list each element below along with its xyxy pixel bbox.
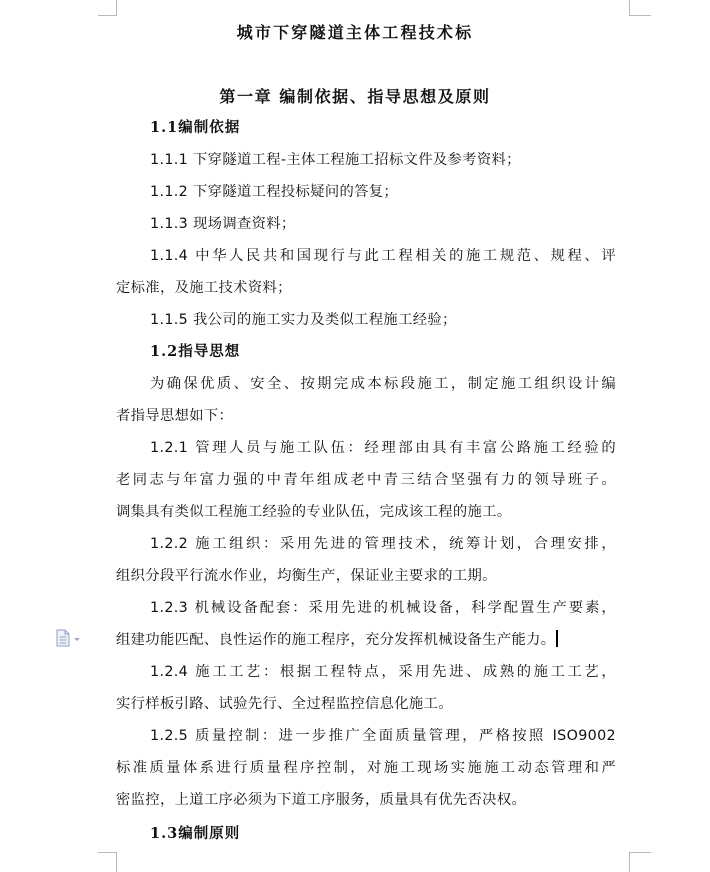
text-line: 组织分段平行流水作业，均衡生产，保证业主要求的工期。 <box>116 568 497 584</box>
chapter-heading: 第一章 编制依据、指导思想及原则 <box>219 87 491 106</box>
text-line: 定标准，及施工技术资料； <box>116 280 292 296</box>
section-heading: 1.2指导思想 <box>150 343 241 360</box>
text-line: 1.1.4 中华人民共和国现行与此工程相关的施工规范、规程、评 <box>150 248 616 264</box>
section-heading: 1.3编制原则 <box>150 825 241 842</box>
text-line: 密监控，上道工序必须为下道工序服务，质量具有优先否决权。 <box>116 792 527 808</box>
text-line: 1.1.2 下穿隧道工程投标疑问的答复； <box>150 184 399 200</box>
crop-mark <box>629 0 630 16</box>
text-line: 1.2.1 管理人员与施工队伍：经理部由具有丰富公路施工经验的 <box>150 440 616 456</box>
text-line: 为确保优质、安全、按期完成本标段施工，制定施工组织设计编 <box>150 376 616 392</box>
crop-mark <box>629 852 630 872</box>
section-heading: 1.1编制依据 <box>150 119 241 136</box>
text-line: 1.2.2 施工组织：采用先进的管理技术，统筹计划，合理安排， <box>150 536 616 552</box>
crop-mark <box>629 15 651 16</box>
text-line-with-cursor[interactable] <box>116 630 616 650</box>
text-line: 1.1.3 现场调查资料； <box>150 216 296 232</box>
text-line: 1.1.1 下穿隧道工程-主体工程施工招标文件及参考资料； <box>150 152 521 168</box>
crop-mark <box>98 852 117 853</box>
text-line: 老同志与年富力强的中青年组成老中青三结合坚强有力的领导班子。 <box>116 472 616 488</box>
text-line: 组建功能匹配、良性运作的施工程序，充分发挥机械设备生产能力。 <box>116 632 556 648</box>
text-line: 实行样板引路、试验先行、全过程监控信息化施工。 <box>116 696 453 712</box>
crop-mark <box>98 15 117 16</box>
crop-mark <box>116 0 117 16</box>
text-line: 者指导思想如下： <box>116 408 234 424</box>
text-line: 1.2.5 质量控制：进一步推广全面质量管理，严格按照 ISO9002 <box>150 728 616 744</box>
text-line: 标准质量体系进行质量程序控制，对施工现场实施施工动态管理和严 <box>116 760 616 776</box>
document-paragraph-icon[interactable] <box>55 628 85 648</box>
text-cursor <box>556 630 558 647</box>
text-line: 1.2.3 机械设备配套：采用先进的机械设备，科学配置生产要素， <box>150 600 616 616</box>
crop-mark <box>116 852 117 872</box>
text-line: 1.1.5 我公司的施工实力及类似工程施工经验； <box>150 312 457 328</box>
document-title: 城市下穿隧道主体工程技术标 <box>236 23 474 42</box>
text-line: 1.2.4 施工工艺：根据工程特点，采用先进、成熟的施工工艺， <box>150 664 616 680</box>
crop-mark <box>629 852 651 853</box>
text-line: 调集具有类似工程施工经验的专业队伍，完成该工程的施工。 <box>116 504 512 520</box>
